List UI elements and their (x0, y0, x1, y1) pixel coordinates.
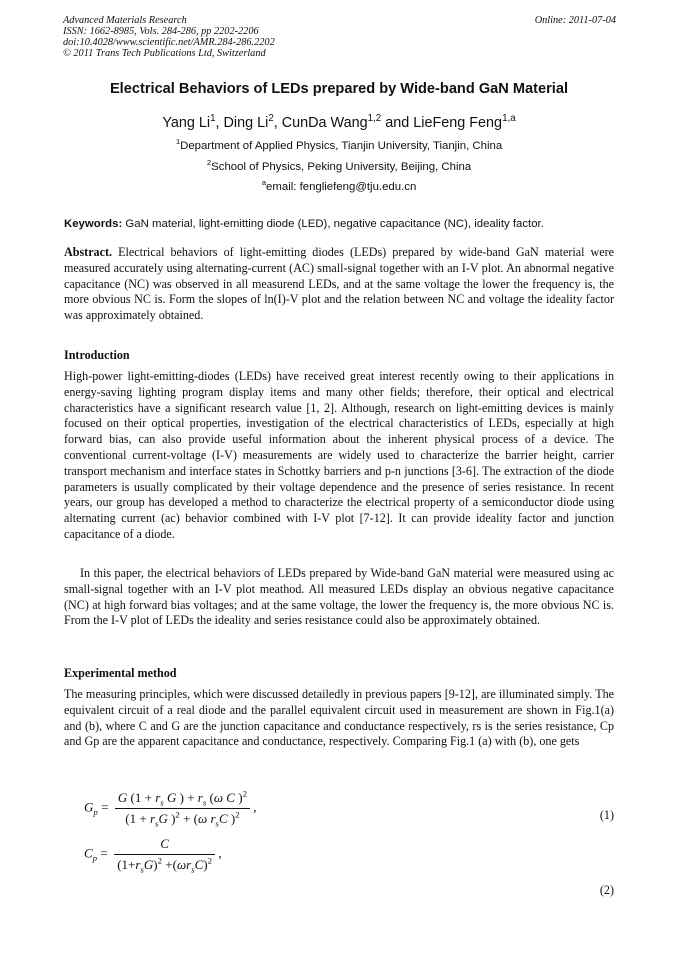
doi-line: doi:10.4028/www.scientific.net/AMR.284-286.2202 (63, 37, 275, 48)
affiliation-text: Department of Applied Physics, Tianjin University, Tianjin, China (180, 140, 503, 152)
paper-title: Electrical Behaviors of LEDs prepared by Wide-band GaN Material (109, 81, 569, 97)
author-list: Yang Li$^1$, Ding Li$^2$, CunDa Wang$^{1,2}$ and LieFeng Feng$^{1,a}$ (162, 113, 516, 131)
equation-2: $C_p$ = $\frac{C}{(1+r_sG)^2 +(\omega r_sC)^2}$ , (84, 836, 222, 875)
intro-paragraph-1: High-power light-emitting-diodes (LEDs) have received great interest recently owing to their applications in energy-saving lighting program display items and many other fields; therefore, their optical and electrical characteristics have a significant research value [1, 2]. Although, research on light-emitting devices is mainly focused on their optical properties, investigation of the electrical characteristics of LEDs, especially at high forward bias, can also provide useful information about the inherent physical process of a device. The conventional current-voltage (I-V) measurements are widely used to characterize the barrier height, carrier transport mechanism and interface states in Schottky barriers and p-n junctions [3-6]. The extraction of the diode parameters is usually complicated by their voltage dependence and the presence of series resistance. In recent years, our group has developed a method to characterize the electrical property of a semiconductor diode using alternating current (ac) behavior combined with I-V plot [7-12]. It can provide ideality factor and junction capacitance of a diode. (64, 369, 614, 541)
copyright-line: © 2011 Trans Tech Publications Ltd, Switzerland (63, 48, 266, 59)
author-mark: 1,a (502, 113, 516, 125)
abstract-text: Electrical behaviors of light-emitting diodes (LEDs) prepared by wide-band GaN material were measured accurately using alternating-current (AC) small-signal together with an I-V plot. An abnormal negative capacitance (NC) was observed in all measurend LEDs, and at the same voltage the lower the frequency is, the more obvious NC is. Form the slopes of ln(I)-V plot and the relation between NC and voltage the ideality factor was approximately obtained. (64, 245, 614, 323)
abstract-label: Abstract. (64, 245, 113, 259)
email-text: email: fengliefeng@tju.edu.cn (266, 181, 417, 193)
affiliation-mark: a (261, 178, 267, 188)
author-mark: 2 (268, 113, 274, 125)
author-mark: 1,2 (367, 113, 382, 125)
affiliation-text: School of Physics, Peking University, Beijing, China (211, 161, 472, 173)
section-heading-experimental: Experimental method (64, 666, 177, 680)
affiliation-1 (0, 137, 678, 152)
equation-1-fraction: $\frac{G (1 + r_s G ) + r_s (\omega C )^2}{(1 + r_sG )^2 + (\omega r_sC )^2}$ (115, 790, 250, 827)
equation-number-1: (1) (599, 808, 614, 822)
journal-header (63, 15, 616, 59)
affiliation-2 (0, 158, 678, 173)
keywords (64, 218, 624, 230)
affiliation-mark: 2 (206, 158, 212, 168)
author-mark: 1 (210, 113, 216, 125)
equation-2-fraction: $\frac{C}{(1+r_sG)^2 +(\omega r_sC)^2}$ (114, 836, 215, 873)
keywords-text: GaN material, light-emitting diode (LED), negative capacitance (NC), ideality factor. (125, 218, 544, 230)
equation-number-2: (2) (599, 883, 614, 897)
author-name: Yang Li (162, 115, 211, 131)
affiliation-email (0, 178, 678, 193)
author-name: LieFeng Feng (413, 115, 503, 131)
journal-name: Advanced Materials Research (63, 15, 187, 26)
experimental-paragraph-1: The measuring principles, which were discussed detailedly in previous papers [9-12], are illuminated simply. The equivalent circuit of a real diode and the parallel equivalent circuit used in measurement are shown in Fig.1(a) and (b), where C and G are the junction capacitance and conductance respectively, rs is the series resistance, Cp and Gp are the apparent capacitance and conductance, respectively. Comparing Fig.1 (a) with (b), one gets (64, 687, 614, 749)
author-name: Ding Li (223, 115, 269, 131)
section-heading-introduction: Introduction (64, 348, 130, 362)
author-name: CunDa Wang (281, 115, 368, 131)
affiliation-mark: 1 (175, 137, 181, 147)
abstract (64, 245, 614, 324)
online-date: Online: 2011-07-04 (534, 15, 616, 26)
equation-1: $G_p$ = $\frac{G (1 + r_s G ) + r_s (\omega C )^2}{(1 + r_sG )^2 + (\omega r_sC )^2}$ , (84, 788, 257, 829)
keywords-label: Keywords: (64, 218, 123, 230)
intro-paragraph-2: In this paper, the electrical behaviors of LEDs prepared by Wide-band GaN material were measured using ac small-signal together with an I-V plot meathod. All measured LEDs display an obvious negative capacitance (NC) at high forward bias voltages; and at the same voltage, the lower the frequency is, the more obvious NC is. From the I-V plot of LEDs the ideality and series resistance could also be approximately obtained. (64, 566, 614, 628)
issn-line: ISSN: 1662-8985, Vols. 284-286, pp 2202-2206 (63, 26, 259, 37)
